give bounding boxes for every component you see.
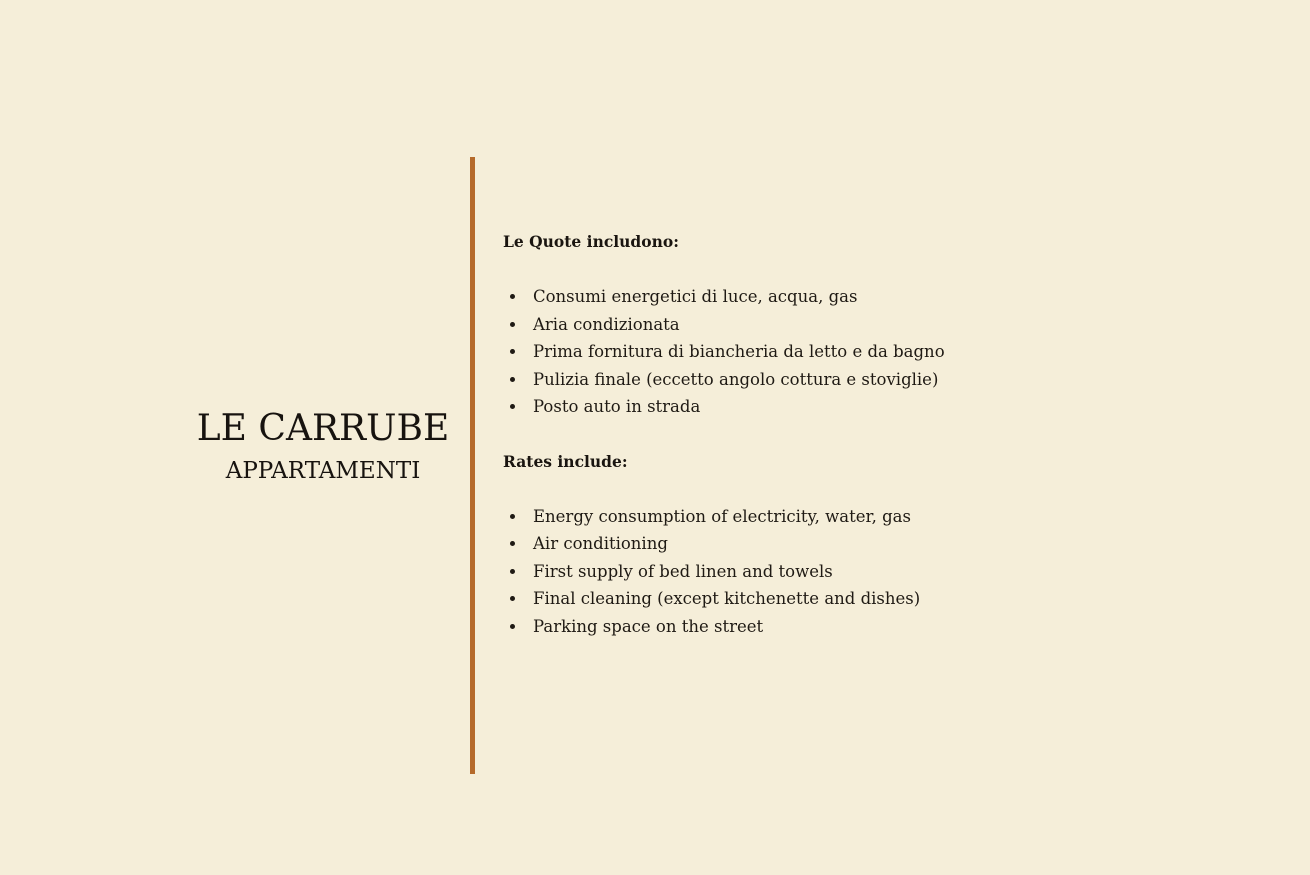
bullet-icon [510,322,515,327]
brand-subtitle: APPARTAMENTI [225,458,421,484]
list-item [503,283,1263,311]
list-item [503,311,1263,339]
included-list-english [503,503,1263,641]
bullet-icon [510,596,515,601]
list-item [503,338,1263,366]
bullet-icon [510,514,515,519]
brand-block [170,405,476,487]
list-item-text: Prima fornitura di biancheria da letto e da bagno [533,342,945,361]
bullet-icon [510,349,515,354]
list-item-text: Final cleaning (except kitchenette and dishes) [533,589,921,608]
list-item-text: Aria condizionata [533,314,680,334]
bullet-icon [510,541,515,546]
list-item [503,558,1263,586]
bullet-icon [510,624,515,629]
list-item-text: Air conditioning [533,534,668,553]
section-heading-italian: Le Quote includono: [503,232,679,251]
section-heading-english: Rates include: [503,451,628,471]
bullet-icon [510,569,515,574]
included-list-italian [503,283,1263,421]
section-italian [503,228,1263,421]
rates-content [503,228,1263,640]
bullet-icon [510,377,515,382]
list-item [503,503,1263,531]
list-item-text: Parking space on the street [533,616,764,636]
list-item-text: Posto auto in strada [533,397,701,416]
brand-title: LE CARRUBE [196,408,450,449]
bullet-icon [510,294,515,299]
list-item-text: Consumi energetici di luce, acqua, gas [533,287,858,306]
list-item-text: Pulizia finale (eccetto angolo cottura e stoviglie) [533,369,939,389]
list-item [503,366,1263,394]
list-item [503,613,1263,641]
section-english [503,448,1263,641]
section-spacer [503,421,1263,448]
list-item [503,393,1263,421]
list-item-text: First supply of bed linen and towels [533,561,833,581]
bullet-icon [510,404,515,409]
list-item [503,585,1263,613]
list-item [503,530,1263,558]
list-item-text: Energy consumption of electricity, water, gas [533,506,911,526]
vertical-divider [470,157,475,774]
